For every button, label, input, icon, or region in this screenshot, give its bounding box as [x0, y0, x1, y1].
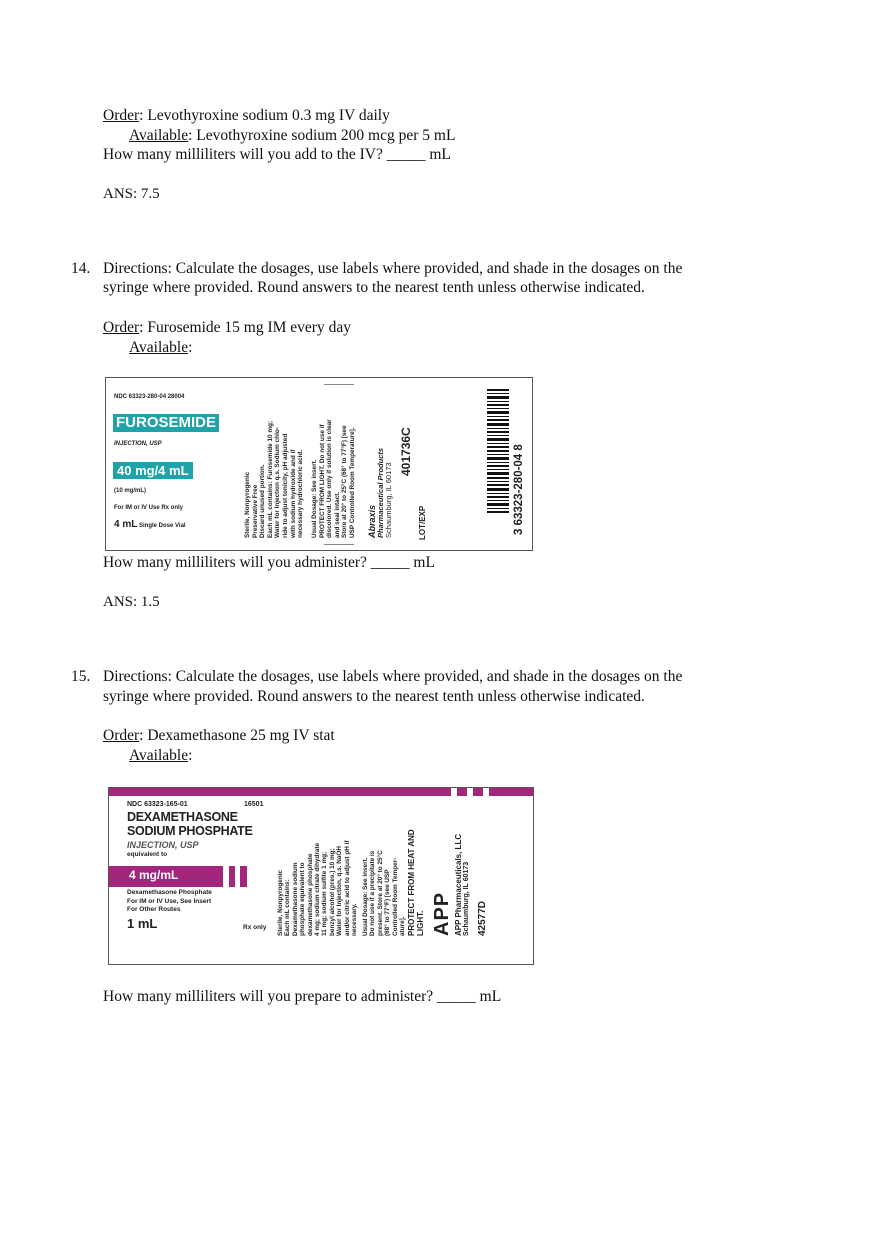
- col2-line: present. Store at 20° to 25°C: [376, 850, 384, 936]
- dexamethasone-label-image: [108, 787, 534, 965]
- col2-line: and seal intact.: [333, 491, 341, 538]
- furosemide-barcode: [487, 389, 509, 515]
- route1: For IM or IV Use, See Insert: [127, 898, 212, 905]
- dexa-text-column-1: [277, 840, 358, 936]
- divider: [324, 384, 354, 385]
- order-label: Order: [103, 319, 140, 336]
- protect-line: PROTECT FROM HEAT AND: [407, 829, 416, 936]
- q15-question: How many milliliters will you prepare to administer? _____ mL: [103, 988, 502, 1005]
- col2-line: Do not use if a precipitate is: [369, 850, 377, 936]
- furosemide-ndc: NDC 63323-280-04 28004: [114, 394, 185, 400]
- app-logo: APP: [431, 891, 453, 936]
- strength-stripe: [235, 866, 240, 887]
- q14-number: 14.: [71, 260, 91, 277]
- col1-line: necessary hydrochloric acid.: [297, 449, 305, 538]
- col1-line: and/or citric acid to adjust pH if: [343, 840, 351, 936]
- code-top: 16501: [244, 801, 264, 808]
- q13-order: [103, 106, 390, 126]
- q14-available: [129, 338, 192, 358]
- drug-name-line2: SODIUM PHOSPHATE: [127, 824, 253, 838]
- maker-city: Schaumburg, IL 60173: [463, 861, 470, 936]
- col1-line: benzyl alcohol (pres.) 10 mg;: [328, 848, 336, 936]
- order-label: Order: [103, 727, 140, 744]
- sub: Dexamethasone Phosphate: [127, 889, 212, 896]
- furosemide-code: 401736C: [399, 427, 413, 476]
- col1-line: Sterile, Nonpyrogenic: [277, 869, 284, 936]
- furosemide-barcode-number: 3 63323-280-04 8: [513, 444, 525, 535]
- col1-line: Preservative Free: [251, 484, 259, 538]
- dexa-protect-column: [407, 829, 425, 936]
- strength: 4 mg/mL: [129, 868, 179, 882]
- q15-order: [103, 726, 335, 746]
- col1-line: Water for Injection, q.s. NaOH: [336, 846, 344, 936]
- stripe-block: [447, 788, 531, 796]
- col2-line: Usual Dosage: See insert.: [311, 459, 318, 538]
- col2-line: ature].: [399, 916, 407, 936]
- furosemide-volume: 4 mL: [114, 519, 138, 530]
- furosemide-text-column-1: [244, 421, 305, 538]
- col1-line: Each mL contains:: [284, 879, 292, 936]
- dexa-maker-column: [455, 834, 471, 936]
- col1-line: Each mL contains: Furosemide 10 mg;: [266, 420, 274, 538]
- col1-line: phosphate equivalent to: [299, 862, 307, 936]
- q13-answer: ANS: 7.5: [103, 186, 160, 202]
- col1-line: ride to adjust tonicity, pH adjusted: [281, 433, 289, 538]
- q14-directions-line1: Directions: Calculate the dosages, use labels where provided, and shade in the dosages on the: [103, 260, 683, 277]
- furosemide-lot-exp: LOT/EXP: [418, 505, 427, 540]
- order-label: Order: [103, 107, 140, 124]
- equivalent: equivalent to: [127, 851, 168, 858]
- furosemide-vial-type: Single Dose Vial: [139, 523, 186, 529]
- furosemide-volume-line: [114, 519, 186, 530]
- furosemide-label-image: [105, 377, 533, 551]
- maker-city: Schaumburg, IL 60173: [384, 462, 393, 538]
- col1-line: necessary.: [351, 903, 359, 936]
- col1-line: Dexamethasone sodium: [291, 862, 299, 936]
- available-colon: :: [188, 339, 193, 356]
- col1-line: Discard unused portion.: [259, 464, 267, 538]
- q15-number: 15.: [71, 668, 91, 685]
- q14-answer: ANS: 1.5: [103, 594, 160, 610]
- furosemide-text-column-2: [311, 419, 357, 538]
- maker-name: APP Pharmaceuticals, LLC: [454, 833, 463, 936]
- col1-line: Sterile, Nonpyrogenic: [244, 471, 251, 538]
- col2-line: PROTECT FROM LIGHT. Do not use if: [318, 424, 326, 538]
- col1-line: with sodium hydroxide and if: [289, 449, 297, 538]
- col1-line: 11 mg; sodium sulfite 1 mg;: [321, 851, 329, 936]
- strength-stripe: [223, 866, 229, 887]
- available-text: : Levothyroxine sodium 200 mcg per 5 mL: [188, 127, 456, 144]
- furosemide-drug-name: FUROSEMIDE: [113, 414, 219, 432]
- dexa-code: 42577D: [477, 900, 488, 936]
- col2-line: (68° to 77°F) [see USP: [384, 869, 392, 936]
- q14-question: How many milliliters will you administer? _____ mL: [103, 554, 435, 571]
- q14-order: [103, 318, 351, 338]
- col2-line: Usual Dosage: See insert.: [362, 857, 369, 936]
- form: INJECTION, USP: [127, 840, 199, 850]
- order-text: : Dexamethasone 25 mg IV stat: [139, 727, 335, 744]
- rx-only: Rx only: [243, 924, 267, 931]
- maker-subtitle: Pharmaceutical Products: [375, 447, 385, 538]
- furosemide-form: INJECTION, USP: [114, 441, 162, 447]
- ndc: NDC 63323-165-01: [127, 801, 188, 808]
- q15-directions-line1: Directions: Calculate the dosages, use labels where provided, and shade in the dosages on the: [103, 668, 683, 685]
- col2-line: Store at 20° to 25°C (68° to 77°F) [see: [341, 425, 349, 538]
- available-label: Available: [129, 339, 189, 356]
- available-label: Available: [129, 747, 189, 764]
- col1-line: 4 mg; sodium citrate dihydrate: [314, 842, 322, 936]
- divider: [324, 544, 354, 545]
- q14-directions-line2: syringe where provided. Round answers to the nearest tenth unless otherwise indicated.: [103, 279, 645, 296]
- maker-name: Abraxis: [367, 504, 377, 538]
- q13-available: [129, 126, 455, 146]
- q15-directions-line2: syringe where provided. Round answers to the nearest tenth unless otherwise indicated.: [103, 688, 645, 705]
- q13-question: How many milliliters will you add to the IV? _____ mL: [103, 146, 451, 163]
- route2: For Other Routes: [127, 906, 181, 913]
- order-text: : Levothyroxine sodium 0.3 mg IV daily: [139, 107, 390, 124]
- col2-line: USP Controlled Room Temperature].: [348, 427, 356, 538]
- col1-line: Water for Injection q.s. Sodium chlo-: [274, 427, 282, 538]
- available-label: Available: [129, 127, 189, 144]
- furosemide-route: For IM or IV Use Rx only: [114, 505, 184, 511]
- drug-name-line1: DEXAMETHASONE: [127, 810, 238, 824]
- dexa-text-column-2: [362, 850, 406, 936]
- furosemide-strength: 40 mg/4 mL: [113, 462, 193, 479]
- col2-line: discolored. Use only if solution is clear: [326, 419, 334, 538]
- order-text: : Furosemide 15 mg IM every day: [139, 319, 351, 336]
- col2-line: Controlled Room Temper-: [391, 857, 399, 936]
- available-colon: :: [188, 747, 193, 764]
- q15-available: [129, 746, 192, 766]
- protect-line: LIGHT.: [416, 910, 425, 936]
- furosemide-concentration: (10 mg/mL): [114, 488, 147, 494]
- volume: 1 mL: [127, 916, 158, 931]
- col1-line: dexamethasone phosphate: [306, 853, 314, 936]
- furosemide-maker-column: [368, 448, 394, 538]
